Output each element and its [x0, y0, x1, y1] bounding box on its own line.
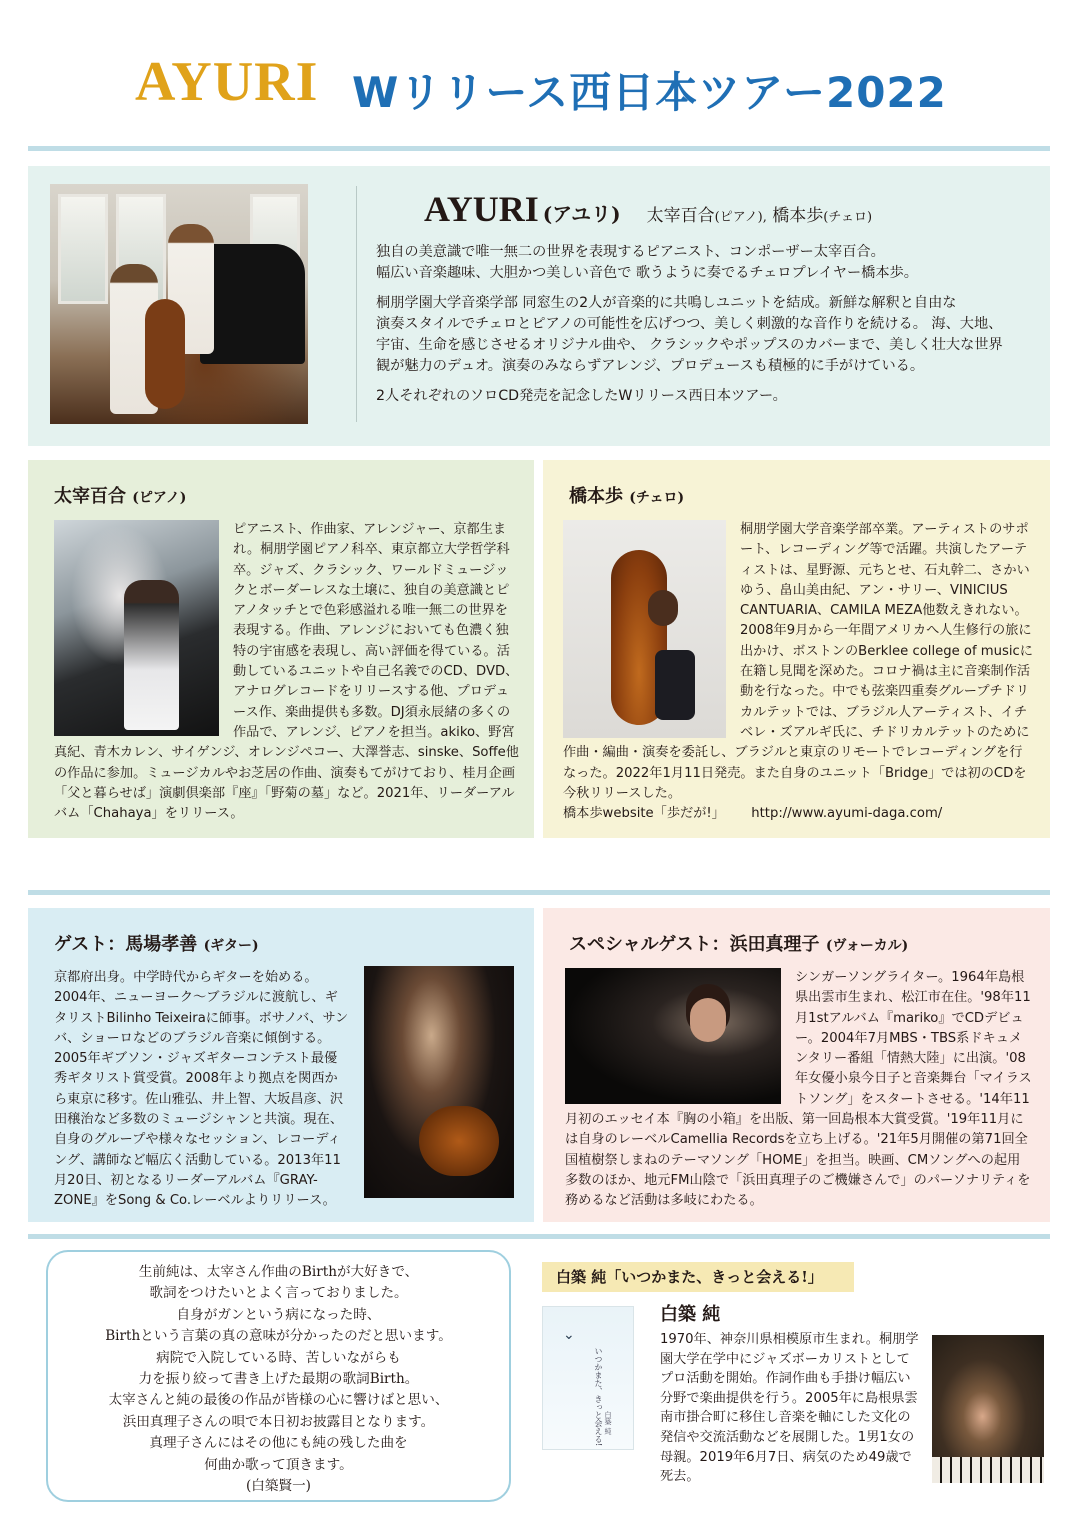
unit-name-kana: (アユリ): [542, 202, 621, 226]
shirayana-bio: 1970年、神奈川県相模原市生まれ。桐朋学園大学在学中にジャズボーカリストとしてプロ活動を開始。作詞作曲も手掛け幅広い分野で楽曲提供を行う。2005年に島根県雲南市掛合町に移住し音楽を軸にした文化の発信や交流活動などを展開した。1男1女の母親。2019年6月7日、病気のため49歳で死去。: [660, 1332, 919, 1485]
intro-panel: [28, 166, 1050, 446]
dazai-photo: [54, 520, 219, 736]
dazai-name: 太宰百合: [54, 486, 126, 507]
dazai-bio: ピアニスト、作曲家、アレンジャー、京都生まれ。桐朋学園ピアノ科卒、東京都立大学哲学科卒。ジャズ、クラシック、ワールドミュージックとボーダーレスな土壌に、独自の美意識とピアノタッチとで色彩感溢れる唯一無二の世界を表現する。作曲、アレンジにおいても色濃く独特の宇宙感を表現し、高い評価を得ている。活動しているユニットや自己名義でのCD、DVD、アナログレコードをリリースする他、プロデュース作、楽曲提供も多数。DJ須永辰緒の多くの作品で、アレンジ、ピアノを担当。akiko、野宮真紀、青木カレン、サイゲンジ、オレンジペコー、大澤誉志、sinske、Soffe他の作品に参加。ミュージカルやお芝居の作曲、演奏もてがけており、桂月企画「父と暮らせば」演劇倶楽部『座』「野菊の墓」など。2021年、リーダーアルバム「Chahaya」をリリース。: [54, 522, 519, 822]
member2-role: (チェロ): [823, 210, 873, 225]
intro-line: 2人それぞれのソロCD発売を記念したWリリース西日本ツアー。: [376, 388, 787, 404]
middle-divider: [28, 890, 1050, 895]
message-line: 病院で入院している時、苦しいながらも: [156, 1349, 401, 1366]
member1-name: 太宰百合: [646, 206, 715, 226]
shirayana-title: 白築 純「いつかまた、きっと会える!」: [542, 1262, 854, 1292]
dazai-panel: [28, 460, 534, 838]
page-header: [0, 0, 1078, 140]
baba-role: (ギター): [203, 938, 259, 954]
hamada-photo: [565, 968, 781, 1104]
hamada-prefix: スペシャルゲスト：: [569, 934, 730, 955]
shirayana-name: 白築 純: [660, 1304, 721, 1325]
book-author: 白築 純: [604, 1411, 612, 1435]
hashimoto-website-label: 橋本歩website「歩だが!」: [563, 806, 725, 822]
message-signature: (白築賢一): [246, 1478, 311, 1495]
message-line: Birthという言葉の真の意味が分かったのだと思います。: [105, 1328, 452, 1345]
intro-heading: [424, 188, 872, 230]
intro-line: 観が魅力のデュオ。演奏のみならずアレンジ、プロデュースも積極的に手がけている。: [376, 358, 925, 374]
message-line: 太宰さんと純の最後の作品が皆様の心に響けばと思い、: [108, 1392, 449, 1409]
intro-text: [376, 242, 1036, 416]
book-cover: [542, 1306, 634, 1450]
hashimoto-role: (チェロ): [629, 490, 685, 506]
hashimoto-panel: [543, 460, 1050, 838]
baba-title: [54, 930, 259, 956]
intro-line: 桐朋学園大学音楽学部 同窓生の2人が音楽的に共鳴しユニットを結成。新鮮な解釈と自由な: [376, 295, 957, 311]
baba-photo: [364, 966, 514, 1198]
shirayana-photo: [932, 1335, 1044, 1483]
message-line: 生前純は、太宰さん作曲のBirthが大好きで、: [138, 1264, 419, 1280]
intro-line: 宇宙、生命を感じさせるオリジナル曲や、 クラシックやポップスのカバーまで、美しく壮大な世界: [376, 337, 1003, 353]
book-title: いつかまた、きっと会える!: [594, 1347, 603, 1447]
hamada-name: 浜田真理子: [729, 934, 820, 955]
member1-role: (ピアノ),: [714, 210, 767, 225]
baba-bio-block: [54, 968, 514, 1212]
tour-title: Wリリース西日本ツアー2022: [352, 68, 947, 117]
message-line: 力を振り絞って書き上げた最期の歌詞Birth。: [138, 1371, 419, 1388]
hashimoto-title: [569, 482, 684, 508]
message-line: 歌詞をつけたいとよく言っておりました。: [149, 1285, 408, 1302]
message-line: 真理子さんにはその他にも純の残した曲を: [149, 1435, 408, 1452]
message-line: 自身がガンという病になった時、: [176, 1306, 381, 1323]
bird-icon: ⌄: [563, 1327, 575, 1343]
intro-line: 幅広い音楽趣味、大胆かつ美しい音色で 歌うように奏でるチェロプレイヤー橋本歩。: [376, 265, 918, 281]
hashimoto-bio: 桐朋学園大学音楽学部卒業。アーティストのサポート、レコーディング等で活躍。共演したアーティストは、星野源、元ちとせ、石丸幹二、さかいゆう、畠山美由紀、アン・サリー、VINICIUS CANTUARIA、CAMILA MEZA他数えきれない。2008年9月から一年間アメリカへ人生修行の旅に出かけ、ボストンのBerklee college of musicに在籍し見聞を深めた。コロナ禍は主に音楽制作活動を行なった。中でも弦楽四重奏グループチドリカルテットでは、ブラジル人アーティスト、イチベレ・ズアルギ氏に、チドリカルテットのために作曲・編曲・演奏を委託し、ブラジルと東京のリモートでレコーディングを行なった。2022年1月11日発売。また自身のユニット「Bridge」では初のCDを今秋リリースした。: [563, 522, 1033, 801]
hamada-panel: [543, 908, 1050, 1222]
hashimoto-bio-block: [563, 520, 1033, 824]
hashimoto-website-link[interactable]: http://www.ayumi-daga.com/: [751, 806, 943, 822]
baba-panel: [28, 908, 534, 1222]
memorial-message: [58, 1262, 499, 1497]
ayuri-logo: AYURI: [135, 51, 319, 113]
duo-photo: [50, 184, 308, 424]
unit-name: AYURI: [424, 189, 539, 229]
hamada-bio: シンガーソングライター。1964年島根県出雲市生まれ、松江市在住。'98年11月1stアルバム『mariko』でCDデビュー。2004年7月MBS・TBS系ドキュメンタリー番組「情熱大陸」に出演。'08年女優小泉今日子と音楽舞台「マイラストソング」をスタートさせる。'14年11月初のエッセイ本『胸の小箱』を出版、第一回島根本大賞受賞。'19年11月には自身のレーベルCamellia Recordsを立ち上げる。'21年5月開催の第71回全国植樹祭しまねのテーマソング「HOME」を担当。映画、CMソングへの起用多数のほか、地元FM山陰で「浜田真理子のご機嫌さんで」のパーソナリティを務めるなど活動は多岐にわたる。: [565, 970, 1032, 1209]
hamada-role: (ヴォーカル): [825, 938, 909, 954]
hamada-bio-block: [565, 968, 1033, 1212]
dazai-bio-block: [54, 520, 520, 824]
top-divider: [28, 146, 1050, 151]
message-line: 何曲か歌って頂きます。: [204, 1456, 353, 1473]
member2-name: 橋本歩: [772, 206, 824, 226]
intro-line: 独自の美意識で唯一無二の世界を表現するピアニスト、コンポーザー太宰百合。: [376, 244, 885, 260]
dazai-role: (ピアノ): [132, 490, 187, 506]
baba-bio: 京都府出身。中学時代からギターを始める。2004年、ニューヨーク〜ブラジルに渡航し、ギタリストBilinho Teixeiraに師事。ボサノバ、サンバ、ショーロなどのブラジル音楽に傾倒する。2005年ギブソン・ジャズギターコンテスト最優秀ギタリスト賞受賞。2008年より拠点を関西から東京に移す。佐山雅弘、井上智、大坂昌彦、沢田穣治など多数のミュージシャンと共演。現在、自身のグループや様々なセッション、レコーディング、講師など幅広く活動している。2013年11月20日、初となるリーダーアルバム『GRAY-ZONE』をSong & Co.レーベルよりリリース。: [54, 970, 349, 1209]
baba-prefix: ゲスト：: [54, 934, 126, 955]
intro-line: 演奏スタイルでチェロとピアノの可能性を広げつつ、美しく刺激的な音作りを続ける。 海、大地、: [376, 316, 1003, 332]
dazai-title: [54, 482, 186, 508]
intro-divider: [356, 186, 357, 422]
baba-name: 馬場孝善: [125, 934, 198, 955]
message-line: 浜田真理子さんの唄で本日初お披露目となります。: [122, 1413, 435, 1430]
message-box: [46, 1250, 511, 1502]
hamada-title: [569, 930, 908, 956]
hashimoto-photo: [563, 520, 726, 738]
bottom-divider: [28, 1234, 1050, 1239]
hashimoto-name: 橋本歩: [569, 486, 623, 507]
